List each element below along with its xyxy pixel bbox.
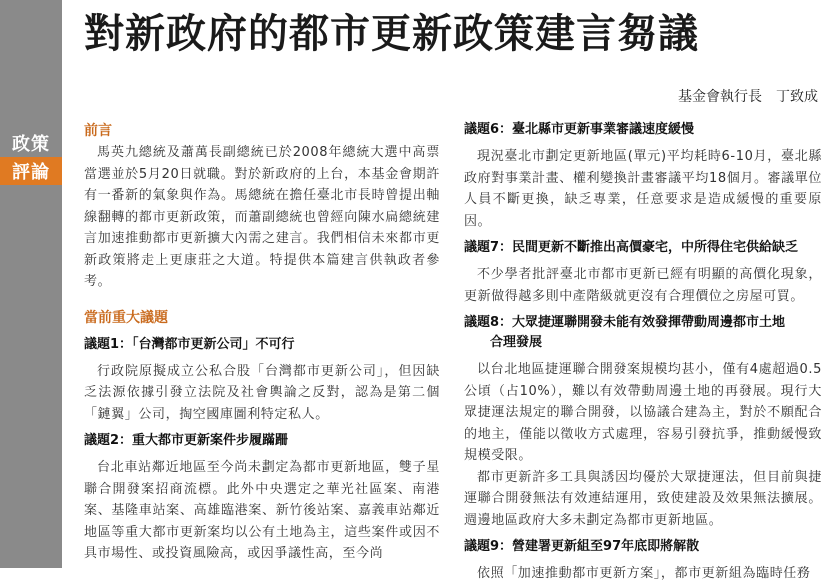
- issue-9-text: 依照「加速推動都市更新方案」，都市更新組為臨時任務: [477, 566, 811, 581]
- issue-2-text: 台北車站鄰近地區至今尚未劃定為都市更新地區，雙子星聯合開發案招商流標。此外中央選定之華光社區案、南港案、基隆車站案、高雄臨港案、新竹後站案、嘉義車站鄰近地區等重大都市更新案均以公有土地為主，這些案件或因不具市場性、或投資風險高，或因爭議性高，至今尚: [84, 460, 440, 561]
- issue-1-title: 議題1：「台灣都市更新公司」不可行: [84, 336, 295, 352]
- issue-6-title: 議題6：臺北縣市更新事業審議速度緩慢: [464, 122, 695, 137]
- issue-7-text: 不少學者批評臺北市都市更新已經有明顯的高價化現象，更新做得越多則中產階級就更沒有合理價位之房屋可買。: [464, 267, 822, 304]
- section-label-review: 評論: [0, 157, 62, 185]
- issue-7-title: 議題7：民間更新不斷推出高價豪宅，中所得住宅供給缺乏: [464, 240, 799, 255]
- issue-8-text-2: 都市更新許多工具與誘因均優於大眾捷運法，但目前與捷運聯合開發無法有效連結運用，致使建設及效果無法擴展。週邊地區政府大多未劃定為都市更新地區。: [464, 469, 822, 528]
- author-line: 基金會執行長 丁致成: [678, 89, 818, 105]
- issue-8-title-line2: 合理發展: [490, 335, 543, 350]
- issues-heading: 當前重大議題: [84, 309, 168, 326]
- issue-2-title: 議題2：重大都市更新案件步履蹣跚: [84, 433, 289, 448]
- foreword-text: 馬英九總統及蕭萬長副總統已於2008年總統大選中高票當選並於5月20日就職。對於新政府的上台，本基金會期許有一番新的氣象與作為。馬總統在擔任臺北市長時曾提出軸線翻轉的都市更新政策，而蕭副總統也曾經向陳水扁總統建言加速推動都市更新擴大內需之建言。我們相信未來都市更新政策將走上更康莊之大道。特提供本篇建言供執政者參考。: [84, 145, 440, 289]
- sidebar-strip: [0, 0, 62, 568]
- foreword-heading: 前言: [84, 123, 112, 139]
- page-title: 對新政府的都市更新政策建言芻議: [84, 10, 699, 57]
- issue-1-text: 行政院原擬成立公私合股「台灣都市更新公司」，但因缺乏法源依據引發立法院及社會輿論之反對，認為是第二個「鏈翼」公司，掏空國庫圖利特定私人。: [84, 363, 440, 422]
- left-column: [84, 120, 440, 565]
- issue-9-title: 議題9：營建署更新組至97年底即將解散: [464, 539, 700, 554]
- issue-6-text: 現況臺北市劃定更新地區(單元)平均耗時6-10月，臺北縣政府對事業計畫、權利變換計畫審議平均18個月。審議單位人員不斷更換，缺乏專業，任意要求是造成緩慢的重要原因。: [464, 149, 822, 229]
- section-label-policy: 政策: [0, 129, 62, 157]
- right-column: [464, 120, 822, 585]
- issue-8-title-line1: 議題8：大眾捷運聯開發未能有效發揮帶動周邊都市土地: [464, 315, 786, 330]
- issue-8-text-1: 以台北地區捷運聯合開發案規模均甚小，僅有4處超過0.5公頃（占10%），難以有效帶動周邊土地的再發展。現行大眾捷運法規定的聯合開發，以協議合建為主，對於不願配合的地主，僅能以徵收方式處理，容易引發抗爭，推動緩慢致規模受限。: [464, 362, 822, 463]
- issue-8-title: [464, 313, 822, 353]
